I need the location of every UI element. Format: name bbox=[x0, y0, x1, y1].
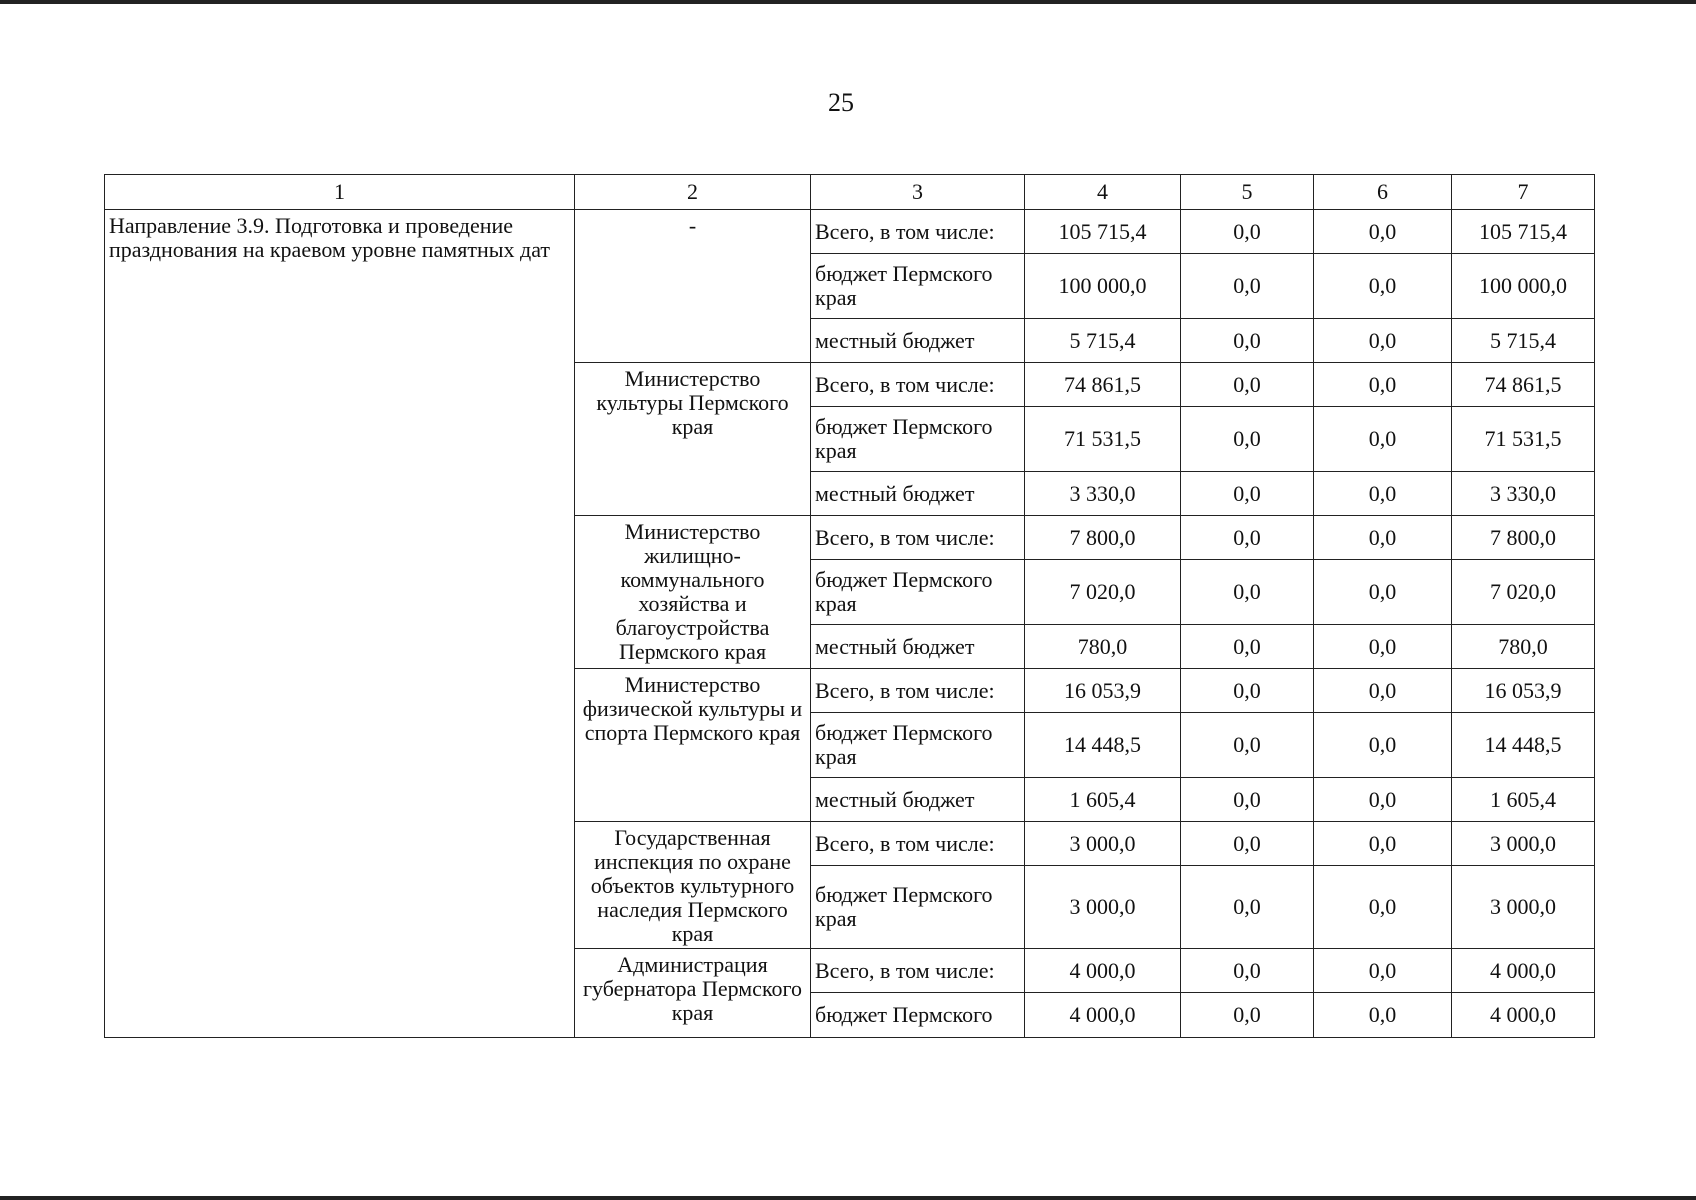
value-cell: 0,0 bbox=[1181, 822, 1314, 866]
value-cell: 0,0 bbox=[1181, 669, 1314, 713]
source-cell: бюджет Пермского края bbox=[811, 254, 1025, 319]
value-cell: 7 800,0 bbox=[1025, 516, 1181, 560]
value-cell: 0,0 bbox=[1314, 993, 1452, 1038]
value-cell: 1 605,4 bbox=[1452, 778, 1595, 822]
value-cell: 0,0 bbox=[1314, 407, 1452, 472]
value-cell: 0,0 bbox=[1314, 866, 1452, 949]
value-cell: 7 800,0 bbox=[1452, 516, 1595, 560]
header-cell: 2 bbox=[575, 175, 811, 210]
value-cell: 0,0 bbox=[1314, 472, 1452, 516]
header-cell: 1 bbox=[105, 175, 575, 210]
page-top-edge bbox=[0, 0, 1696, 4]
source-cell: местный бюджет bbox=[811, 472, 1025, 516]
value-cell: 4 000,0 bbox=[1025, 993, 1181, 1038]
value-cell: 0,0 bbox=[1314, 560, 1452, 625]
value-cell: 3 330,0 bbox=[1452, 472, 1595, 516]
value-cell: 0,0 bbox=[1181, 713, 1314, 778]
executor-cell: - bbox=[575, 210, 811, 363]
value-cell: 0,0 bbox=[1181, 254, 1314, 319]
value-cell: 16 053,9 bbox=[1025, 669, 1181, 713]
source-cell: бюджет Пермского края bbox=[811, 407, 1025, 472]
value-cell: 0,0 bbox=[1314, 778, 1452, 822]
value-cell: 74 861,5 bbox=[1025, 363, 1181, 407]
value-cell: 0,0 bbox=[1314, 949, 1452, 993]
value-cell: 0,0 bbox=[1314, 713, 1452, 778]
value-cell: 3 000,0 bbox=[1025, 866, 1181, 949]
source-cell: Всего, в том числе: bbox=[811, 949, 1025, 993]
value-cell: 0,0 bbox=[1181, 319, 1314, 363]
executor-cell: Министерство физической культуры и спорта Пермского края bbox=[575, 669, 811, 822]
value-cell: 105 715,4 bbox=[1452, 210, 1595, 254]
value-cell: 0,0 bbox=[1181, 363, 1314, 407]
header-cell: 6 bbox=[1314, 175, 1452, 210]
executor-cell: Министерство жилищно-коммунального хозяйства и благоустройства Пермского края bbox=[575, 516, 811, 669]
value-cell: 14 448,5 bbox=[1025, 713, 1181, 778]
budget-table bbox=[104, 174, 1595, 1038]
value-cell: 0,0 bbox=[1181, 949, 1314, 993]
source-cell: местный бюджет bbox=[811, 625, 1025, 669]
value-cell: 0,0 bbox=[1314, 319, 1452, 363]
direction-cell: Направление 3.9. Подготовка и проведение празднования на краевом уровне памятных дат bbox=[105, 210, 575, 1038]
executor-cell: Министерство культуры Пермского края bbox=[575, 363, 811, 516]
source-cell: Всего, в том числе: bbox=[811, 363, 1025, 407]
source-cell: бюджет Пермского края bbox=[811, 560, 1025, 625]
value-cell: 780,0 bbox=[1452, 625, 1595, 669]
value-cell: 7 020,0 bbox=[1025, 560, 1181, 625]
value-cell: 100 000,0 bbox=[1025, 254, 1181, 319]
source-cell: Всего, в том числе: bbox=[811, 669, 1025, 713]
value-cell: 14 448,5 bbox=[1452, 713, 1595, 778]
value-cell: 0,0 bbox=[1181, 560, 1314, 625]
value-cell: 0,0 bbox=[1314, 210, 1452, 254]
value-cell: 0,0 bbox=[1314, 516, 1452, 560]
source-cell: местный бюджет bbox=[811, 319, 1025, 363]
value-cell: 0,0 bbox=[1181, 516, 1314, 560]
table-row bbox=[105, 210, 1595, 254]
value-cell: 7 020,0 bbox=[1452, 560, 1595, 625]
value-cell: 0,0 bbox=[1181, 210, 1314, 254]
value-cell: 0,0 bbox=[1314, 254, 1452, 319]
value-cell: 1 605,4 bbox=[1025, 778, 1181, 822]
value-cell: 0,0 bbox=[1314, 669, 1452, 713]
value-cell: 4 000,0 bbox=[1452, 949, 1595, 993]
value-cell: 5 715,4 bbox=[1452, 319, 1595, 363]
page-bottom-edge bbox=[0, 1196, 1696, 1200]
header-cell: 5 bbox=[1181, 175, 1314, 210]
source-cell: бюджет Пермского bbox=[811, 993, 1025, 1038]
value-cell: 71 531,5 bbox=[1025, 407, 1181, 472]
value-cell: 105 715,4 bbox=[1025, 210, 1181, 254]
executor-cell: Администрация губернатора Пермского края bbox=[575, 949, 811, 1038]
value-cell: 0,0 bbox=[1181, 866, 1314, 949]
value-cell: 0,0 bbox=[1314, 625, 1452, 669]
page-number: 25 bbox=[828, 88, 854, 117]
header-cell: 4 bbox=[1025, 175, 1181, 210]
source-cell: бюджет Пермского края bbox=[811, 866, 1025, 949]
value-cell: 4 000,0 bbox=[1025, 949, 1181, 993]
value-cell: 5 715,4 bbox=[1025, 319, 1181, 363]
value-cell: 0,0 bbox=[1314, 363, 1452, 407]
value-cell: 3 000,0 bbox=[1452, 866, 1595, 949]
value-cell: 780,0 bbox=[1025, 625, 1181, 669]
header-cell: 3 bbox=[811, 175, 1025, 210]
value-cell: 16 053,9 bbox=[1452, 669, 1595, 713]
executor-cell: Государственная инспекция по охране объектов культурного наследия Пермского края bbox=[575, 822, 811, 949]
value-cell: 0,0 bbox=[1181, 472, 1314, 516]
value-cell: 0,0 bbox=[1181, 625, 1314, 669]
value-cell: 0,0 bbox=[1181, 778, 1314, 822]
value-cell: 3 330,0 bbox=[1025, 472, 1181, 516]
value-cell: 0,0 bbox=[1181, 407, 1314, 472]
source-cell: Всего, в том числе: bbox=[811, 822, 1025, 866]
source-cell: бюджет Пермского края bbox=[811, 713, 1025, 778]
source-cell: Всего, в том числе: bbox=[811, 210, 1025, 254]
value-cell: 74 861,5 bbox=[1452, 363, 1595, 407]
value-cell: 100 000,0 bbox=[1452, 254, 1595, 319]
value-cell: 0,0 bbox=[1314, 822, 1452, 866]
value-cell: 4 000,0 bbox=[1452, 993, 1595, 1038]
value-cell: 71 531,5 bbox=[1452, 407, 1595, 472]
value-cell: 3 000,0 bbox=[1452, 822, 1595, 866]
header-cell: 7 bbox=[1452, 175, 1595, 210]
source-cell: местный бюджет bbox=[811, 778, 1025, 822]
value-cell: 3 000,0 bbox=[1025, 822, 1181, 866]
value-cell: 0,0 bbox=[1181, 993, 1314, 1038]
header-row bbox=[105, 175, 1595, 210]
source-cell: Всего, в том числе: bbox=[811, 516, 1025, 560]
